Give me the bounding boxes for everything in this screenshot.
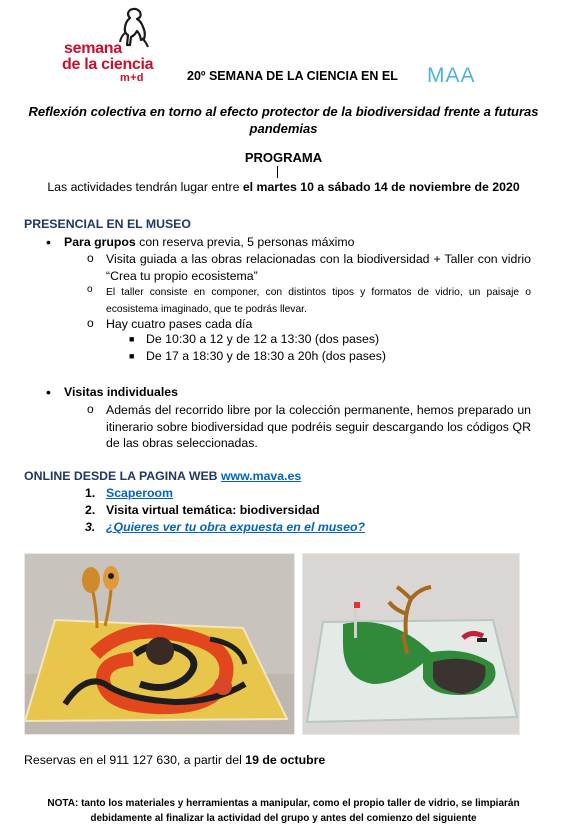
grupos-detail: con reserva previa, 5 personas máximo [135,235,355,249]
square-bullet: ■ [129,351,135,361]
reservas-line [24,753,325,767]
pase-tarde: De 17 a 18:30 y de 18:30 a 20h (dos pases) [146,349,386,363]
individuales-text: Además del recorrido libre por la colección permanente, hemos preparado un itinerario sobre biodiversidad que podréis seguir descargando los códigos QR de las obras seleccionadas. [106,403,531,450]
scaperoom-link[interactable]: Scaperoom [106,486,173,500]
circle-bullet: o [87,402,94,416]
circle-bullet: o [87,251,94,265]
item-number: 1. [85,486,96,500]
nota-footer: NOTA: tanto los materiales y herramientas a manipular, como el propio taller de vidrio, se limpiarán debidamente al finalizar la actividad del grupo y antes del comienzo del siguiente [47,798,520,824]
circle-bullet: o [87,316,94,330]
item-number: 2. [85,503,96,517]
text-cursor-mark [277,166,278,178]
subtitle: Reflexión colectiva en torno al efecto protector de la biodiversidad frente a futuras pandemias [28,104,539,136]
grupos-label: Para grupos [64,235,136,249]
pase-manana: De 10:30 a 12 y de 12 a 13:30 (dos pases) [146,332,380,346]
reservas-date: 19 de octubre [245,753,326,767]
presencial-heading: PRESENCIAL EN EL MUSEO [24,217,191,231]
visita-virtual-label: Visita virtual temática: biodiversidad [106,503,320,517]
page-title: 20º SEMANA DE LA CIENCIA EN EL [187,69,398,83]
item-number: 3. [85,520,96,534]
mava-link[interactable]: www.mava.es [220,469,302,483]
circle-bullet: o [87,284,93,295]
semana-ciencia-logo [62,6,162,86]
svg-text:MAA: MAA [427,64,476,85]
online-heading-prefix: ONLINE DESDE LA PAGINA WEB [24,469,221,483]
glass-ecosystem-photo [302,553,520,735]
logo-line-mid: m+d [120,72,144,84]
individuales-label: Visitas individuales [64,385,178,399]
logo-line-ciencia: de la ciencia [62,56,154,73]
grupos-item-taller: El taller consiste en componer, con distintos tipos y formatos de vidrio, un paisaje o ecosistema imaginado, que te podrás llevar. [106,287,531,315]
dates-prefix: Las actividades tendrán lugar entre [47,180,243,194]
online-heading [24,469,301,483]
maa-logo [427,63,483,85]
dates-range: el martes 10 a sábado 14 de noviembre de 2020 [242,180,520,194]
dates-line [0,180,567,194]
square-bullet: ■ [129,334,135,344]
obra-expuesta-link[interactable]: ¿Quieres ver tu obra expuesta en el museo? [106,520,366,534]
grupos-item-pases: Hay cuatro pases cada día [106,317,253,331]
grupos-item-visita: Visita guiada a las obras relacionadas con la biodiversidad + Taller con vidrio “Crea tu propio ecosistema” [106,252,531,283]
glass-mosaic-photo [24,553,295,735]
reservas-prefix: Reservas en el 911 127 630, a partir del [24,753,246,767]
logo-line-semana: semana [64,40,122,57]
programa-heading: PROGRAMA [244,150,323,165]
